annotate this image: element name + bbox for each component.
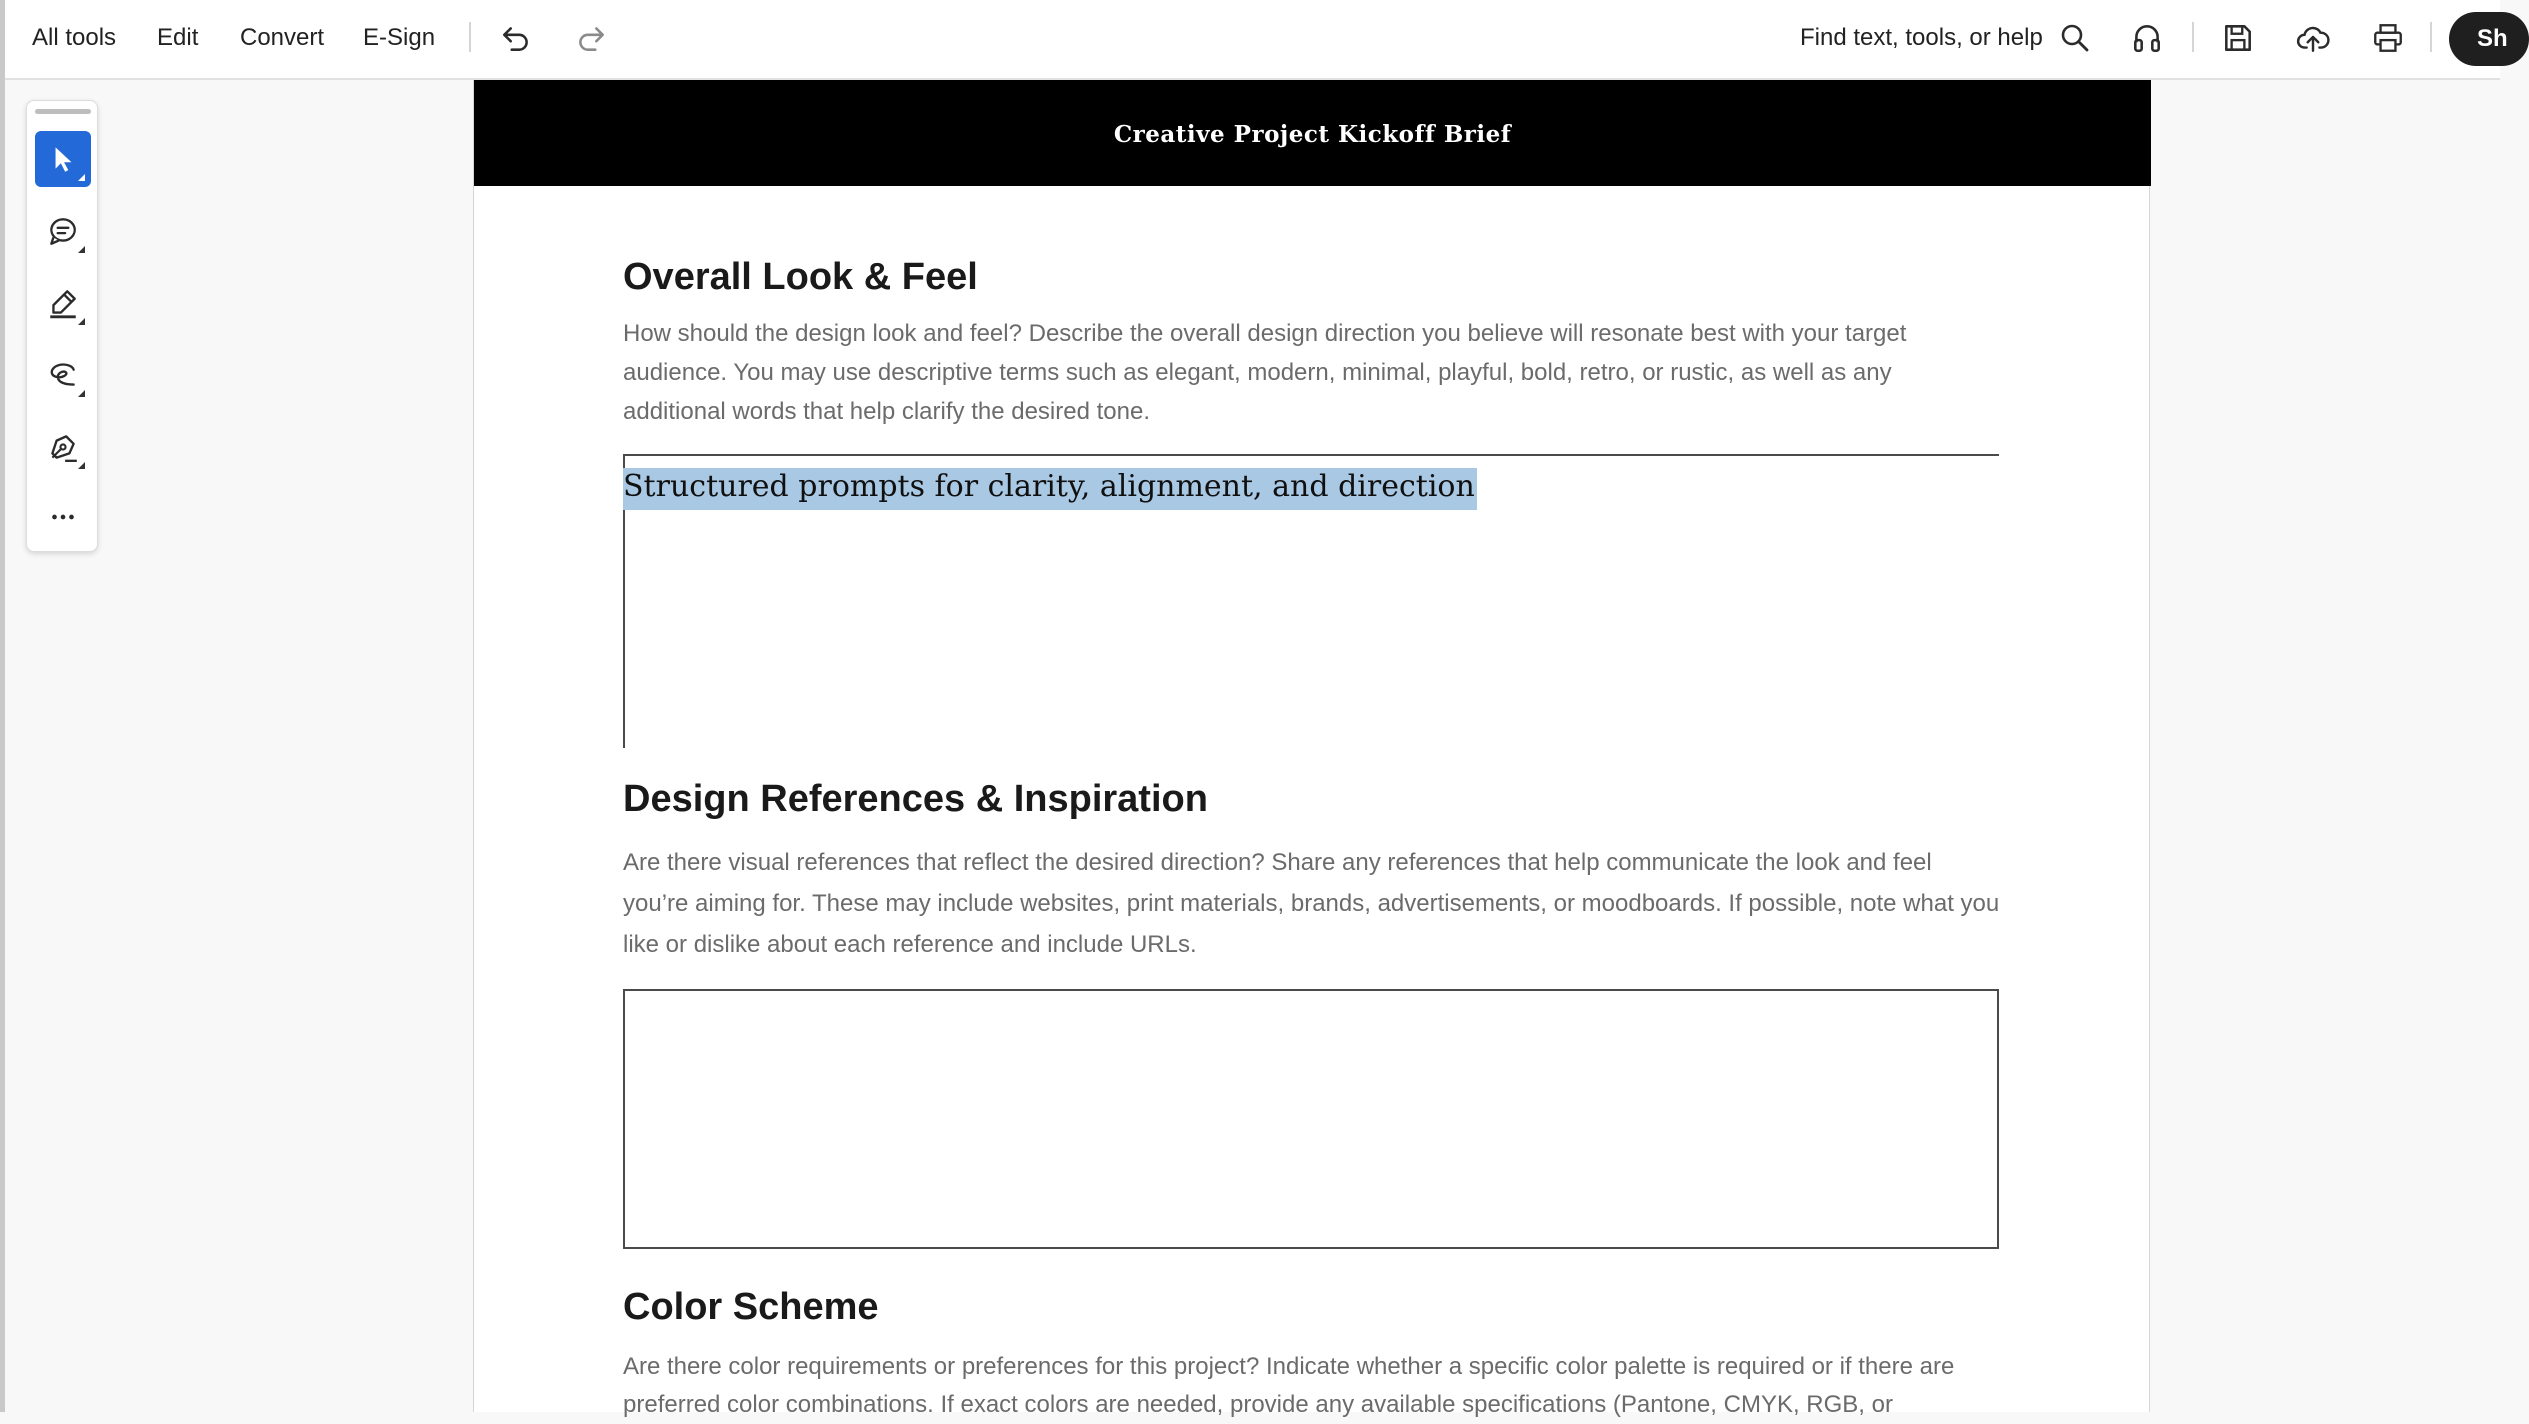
quick-tools-panel <box>26 100 98 552</box>
tool-options-indicator <box>78 318 85 325</box>
redo-button[interactable] <box>569 16 613 60</box>
section-description-references: Are there visual references that reflect the desired direction? Share any references that help communicate the look and feel you’re aiming for. These may include websites, print materials, brands, advertisements, or moodboards. If possible, note what you like or dislike about each reference and include URLs. <box>623 849 2000 958</box>
section-title-color-scheme: Color Scheme <box>623 1286 879 1328</box>
tool-options-indicator <box>78 174 85 181</box>
section-description-look-feel: How should the design look and feel? Describe the overall design direction you believe will resonate best with your target audience. You may use descriptive terms such as elegant, modern, minimal, playful, bold, retro, or rustic, as well as any additional words that help clarify the desired tone. <box>623 320 1907 425</box>
more-icon <box>46 500 80 534</box>
sign-tool-button[interactable] <box>35 419 91 475</box>
document-header-title: Creative Project Kickoff Brief <box>474 80 2151 186</box>
redo-icon <box>574 21 608 55</box>
panel-drag-handle[interactable] <box>35 109 91 114</box>
search-icon <box>2059 22 2091 54</box>
sign-pen-icon <box>46 430 80 464</box>
comment-icon <box>46 214 80 248</box>
window-left-edge <box>0 0 5 1412</box>
menu-all-tools[interactable]: All tools <box>32 24 117 51</box>
section-title-references: Design References & Inspiration <box>623 778 1208 820</box>
highlight-pen-icon <box>46 286 80 320</box>
read-aloud-button[interactable] <box>2125 16 2169 60</box>
select-tool-button[interactable] <box>35 131 91 187</box>
toolbar-divider <box>2192 22 2194 52</box>
print-icon <box>2371 21 2405 55</box>
share-button[interactable]: Sh <box>2449 12 2529 66</box>
undo-icon <box>499 21 533 55</box>
toolbar-divider <box>2430 22 2432 52</box>
highlight-tool-button[interactable] <box>35 275 91 331</box>
headphones-icon <box>2130 21 2164 55</box>
more-tools-button[interactable] <box>35 489 91 545</box>
menu-edit[interactable]: Edit <box>157 24 199 51</box>
save-icon <box>2221 21 2255 55</box>
menu-convert[interactable]: Convert <box>240 24 325 51</box>
cloud-upload-icon <box>2296 21 2330 55</box>
document-page <box>473 80 2150 1418</box>
cursor-icon <box>46 142 80 176</box>
save-button[interactable] <box>2216 16 2260 60</box>
references-text-field[interactable] <box>623 989 1999 1249</box>
undo-button[interactable] <box>494 16 538 60</box>
find-search-label: Find text, tools, or help <box>1800 24 2043 51</box>
tool-options-indicator <box>78 390 85 397</box>
comment-tool-button[interactable] <box>35 203 91 259</box>
draw-tool-button[interactable] <box>35 347 91 403</box>
section-description-color-scheme: Are there color requirements or preferences for this project? Indicate whether a specific color palette is required or if there are preferred color combinations. If exact colors are needed, provide any available specifications (Pantone, CMYK, RGB, or <box>623 1353 1955 1418</box>
tool-options-indicator <box>78 246 85 253</box>
freehand-draw-icon <box>46 358 80 392</box>
upload-button[interactable] <box>2291 16 2335 60</box>
selected-field-text[interactable]: Structured prompts for clarity, alignment, and direction <box>623 468 1477 510</box>
print-button[interactable] <box>2366 16 2410 60</box>
toolbar-divider <box>469 22 471 52</box>
find-search-box[interactable] <box>1800 18 2091 58</box>
menu-esign[interactable]: E-Sign <box>363 24 436 51</box>
section-title-look-feel: Overall Look & Feel <box>623 256 978 298</box>
top-toolbar <box>0 0 2508 80</box>
tool-options-indicator <box>78 462 85 469</box>
